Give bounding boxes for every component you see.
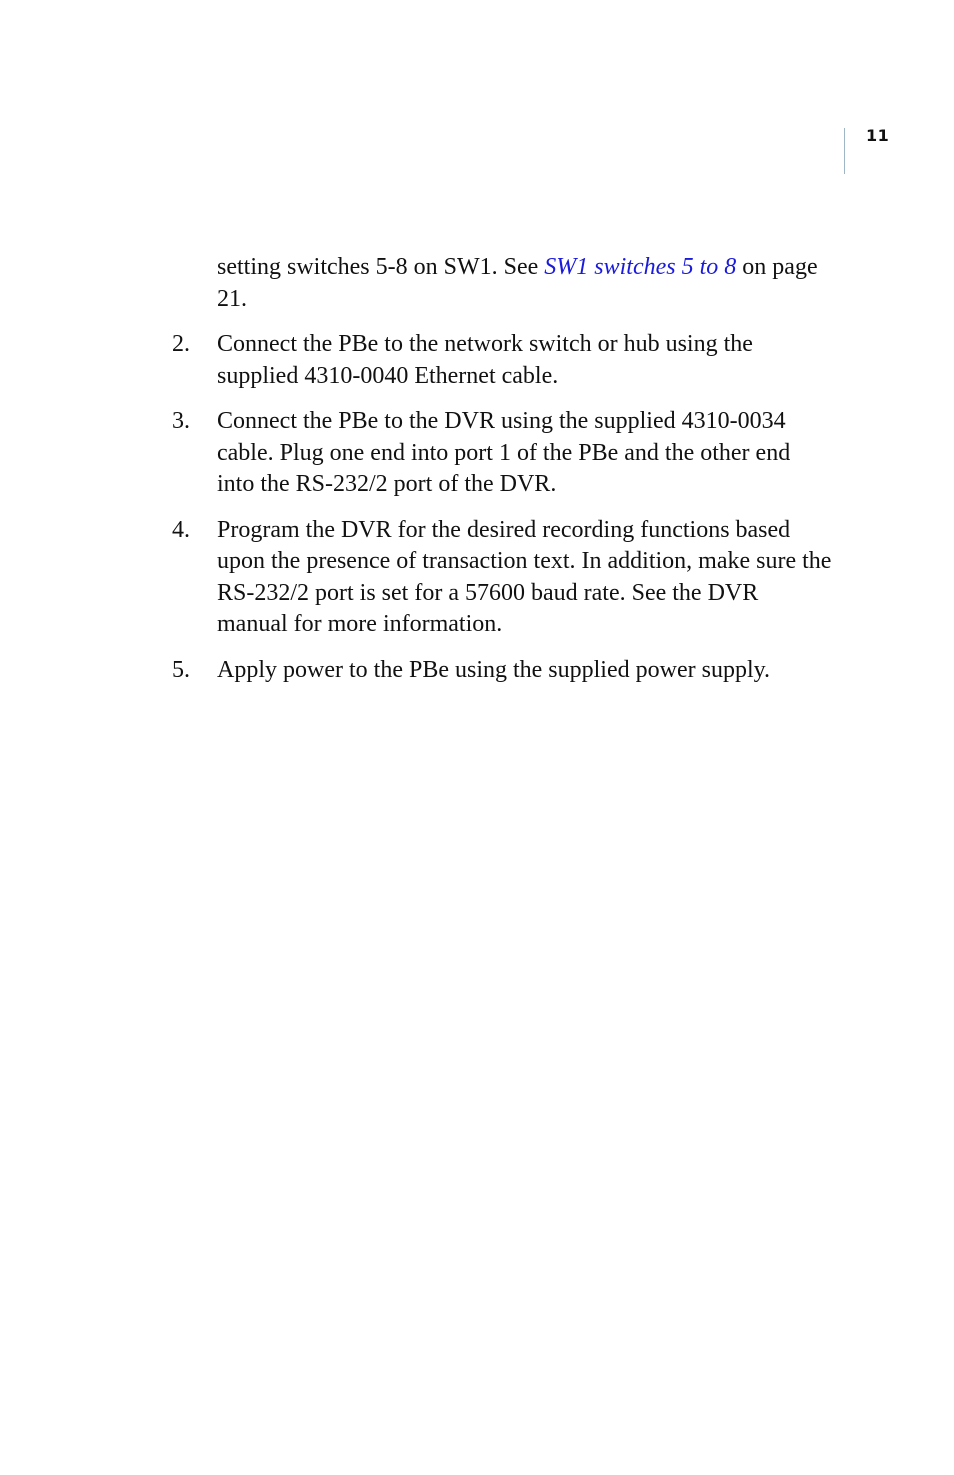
header-rule xyxy=(844,128,845,174)
step-text: Program the DVR for the desired recording functions based upon the presence of transaction text. In addition, make sure the RS-232/2 port is set for a 57600 baud rate. See the DVR manual for more information. xyxy=(217,516,832,637)
list-item xyxy=(172,329,832,392)
list-item xyxy=(172,655,832,687)
document-body xyxy=(172,252,832,700)
step-number: 2. xyxy=(172,331,190,357)
step-text: Apply power to the PBe using the supplied power supply. xyxy=(217,656,771,683)
continuation-text-after: on page 21. xyxy=(217,254,818,312)
list-item xyxy=(172,406,832,501)
steps-list xyxy=(172,329,832,686)
page-number: 11 xyxy=(866,126,890,145)
step-text: Connect the PBe to the DVR using the supplied 4310-0034 cable. Plug one end into port 1 of the PBe and the other end into the RS-232/2 port of the DVR. xyxy=(217,408,791,497)
continuation-paragraph xyxy=(217,252,832,315)
list-item xyxy=(172,515,832,641)
continuation-text-before: setting switches 5-8 on SW1. See xyxy=(217,254,545,280)
step-number: 3. xyxy=(172,408,190,434)
sw1-switches-link[interactable]: SW1 switches 5 to 8 xyxy=(544,254,737,280)
step-text: Connect the PBe to the network switch or hub using the supplied 4310-0040 Ethernet cable. xyxy=(217,331,753,389)
step-number: 4. xyxy=(172,516,190,543)
step-number: 5. xyxy=(172,656,190,683)
